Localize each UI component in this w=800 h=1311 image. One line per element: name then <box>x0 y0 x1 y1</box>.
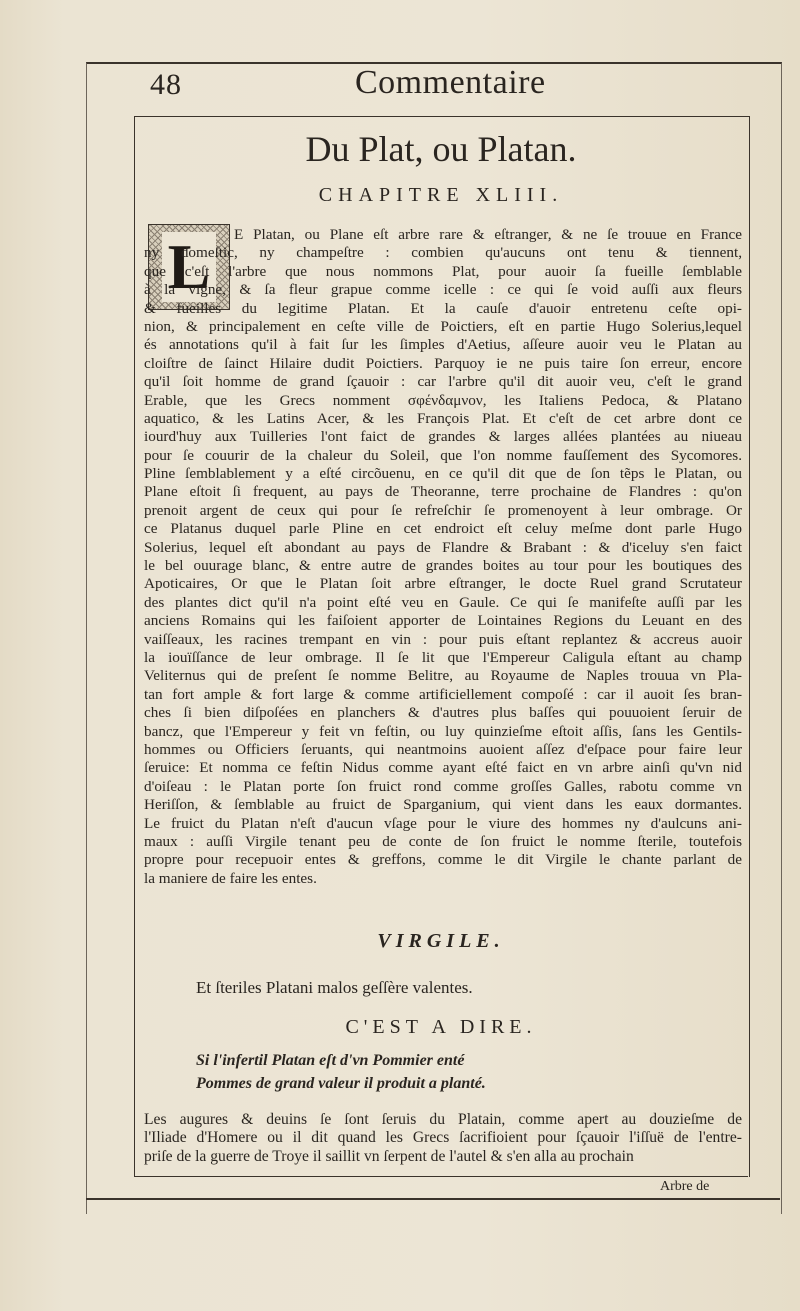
text-line: ſeruice: Et nomma ce feſtin Nidus comme ayant eſté faict en vn arbre ainſi qu'vn nid <box>144 759 742 777</box>
virgile-heading: VIRGILE. <box>377 930 505 952</box>
text-line: Le fruict du Platan n'eſt d'aucun vſage pour le viure des hommes ny d'aulcuns ani- <box>144 814 742 832</box>
text-line: Plane eſtoit ſi frequent, au pays de Theoranne, terre prochaine de Flandres : qu'on <box>144 483 742 501</box>
text-line: la maniere de faire les entes. <box>144 869 317 887</box>
chapter-number: CHAPITRE XLIII. <box>318 184 564 206</box>
text-line: prenoit argent de ceux qui pour ſe refreſchir ſe promenoyent à leur ombrage. Or <box>144 501 742 519</box>
text-line: tan fort ample & fort large & comme artificiellement compoſé : car il auoit ſes bran- <box>144 685 742 703</box>
text-line: Veliternus qui de preſent ſe nomme Belitre, au Royaume de Naples trouua vn Pla- <box>144 667 742 685</box>
main-paragraph <box>144 226 742 888</box>
second-paragraph <box>144 1110 742 1165</box>
text-line: és annotations qu'il à fait ſur les ſimples d'Aetius, aſſeure auoir veu le Platan au <box>144 336 742 354</box>
text-line: priſe de la guerre de Troye il saillit vn ſerpent de l'autel & s'en alla au prochain <box>144 1147 634 1165</box>
text-line: ce Platanus duquel parle Pline en cet endroict eſt celuy meſme dont parle Hugo <box>144 520 742 538</box>
text-line: nion, & principalement en ceſte ville de Poictiers, eſt en partie Hugo Solerius,lequel <box>144 317 742 335</box>
translation-line: Si l'infertil Platan eſt d'vn Pommier enté <box>196 1052 465 1069</box>
latin-verse: Et ſteriles Platani malos geſſère valentes. <box>196 978 473 997</box>
text-line: hommes ou Officiers ſeruants, qui neantmoins auoient aſſez d'eſpace pour faire leur <box>144 740 742 758</box>
bottom-rule <box>86 1198 780 1200</box>
text-line: anciens Romains qui les faiſoient apporter de Lointaines Regions du Leuant en des <box>144 612 742 630</box>
text-line: bancz, que l'Empereur y feit vn feſtin, ou luy quinzieſme eſtoit aſſis, ſans les Gentils- <box>144 722 742 740</box>
text-line: Solerius, lequel eſt abondant au pays de Flandre & Brabant : & d'iceluy s'en faict <box>144 538 742 556</box>
text-line: Erable, que les Grecs nomment σφένδαμνον, les Italiens Pedoca, & Platano <box>144 391 742 409</box>
text-line: la iouïſſance de leur ombrage. Il ſe lit que l'Empereur Caligula eſtant au champ <box>144 648 742 666</box>
text-line: aquatico, & les Latins Acer, & les François Plat. Et c'eſt de cet arbre dont ce <box>144 409 742 427</box>
text-line: Les augures & deuins ſe ſont ſeruis du Platain, comme apert au douzieſme de <box>144 1111 742 1128</box>
text-line: & fueilles du legitime Platan. Et la cauſe d'auoir entretenu ceſte opi- <box>144 299 742 317</box>
text-line: ny domeſtic, ny champeſtre : combien qu'aucuns ont tenu & tiennent, <box>144 244 742 262</box>
running-title: Commentaire <box>355 64 546 101</box>
chapter-title: Du Plat, ou Platan. <box>305 129 577 169</box>
text-line: Apoticaires, Or que le Platan ſoit arbre eſtranger, le docte Ruel grand Scrutateur <box>144 575 742 593</box>
text-line: propre pour recepuoir entes & greffons, comme le dit Virgile le chante parlant de <box>144 851 742 869</box>
drop-cap-letter: L <box>162 232 217 302</box>
text-line: vaiſſeaux, les racines trempant en vin : pour puis eſtant replantez & accreus auoir <box>144 630 742 648</box>
text-line: Pline ſemblablement y a eſté circõuenu, en ce qu'il dit que de ſon tẽps le Platan, ou <box>144 465 742 483</box>
catchword: Arbre de <box>660 1179 710 1194</box>
text-line: le bel ouurage blanc, & entre autre de grandes boites au tour pour les boutiques des <box>144 557 742 575</box>
text-line: l'Iliade d'Homere ou il dit quand les Grecs ſacrifioient pour ſçauoir l'iſſuë de l'entre- <box>144 1129 742 1147</box>
text-line: pour ſe couurir de la chaleur du Soleil, que l'on nomme fauſſement des Sycomores. <box>144 446 742 464</box>
text-line: à la vigne, & ſa fleur grapue comme icelle : ce qui ſe void auſſi aux fleurs <box>144 281 742 299</box>
cest-a-dire-heading: C'EST A DIRE. <box>345 1016 537 1038</box>
text-line: que c'eſt l'arbre que nous nommons Plat, pour auoir ſa fueille ſemblable <box>144 262 742 280</box>
text-line: des plantes dict qu'il n'a point eſté veu en Gaule. Ce qui ſe manifeſte auſſi par les <box>144 593 742 611</box>
text-line: iourd'huy aux Tuilleries l'ont faict de grandes & larges allées plantées au niueau <box>144 428 742 446</box>
page-number: 48 <box>150 68 182 101</box>
text-line: maux : auſſi Virgile tenant peu de conte de ſon fruict le nomme ſterile, toutefois <box>144 832 742 850</box>
text-line: d'oiſeau : le Platan porte ſon fruict rond comme groſſes Galles, rabotu comme vn <box>144 777 742 795</box>
inner-frame-bottom-rule <box>134 1176 748 1177</box>
text-line: ches ſi bien diſpoſées en planchers & d'autres plus baſſes qui pouuoient ſeruir de <box>144 704 742 722</box>
text-line: E Platan, ou Plane eſt arbre rare & eſtranger, & ne ſe trouue en France <box>234 226 742 243</box>
text-line: qu'il ſoit homme de grand ſçauoir : car l'arbre qu'il dit auoir veu, c'eſt le grand <box>144 373 742 391</box>
text-line: cloiſtre de ſainct Hilaire dudit Poictiers. Parquoy ie ne puis taire ſon erreur, encore <box>144 354 742 372</box>
translation-line: Pommes de grand valeur il produit a planté. <box>196 1075 486 1092</box>
text-line: Heriſſon, & ſemblable au fruict de Sparganium, qui vient dans les eaux dormantes. <box>144 796 742 814</box>
